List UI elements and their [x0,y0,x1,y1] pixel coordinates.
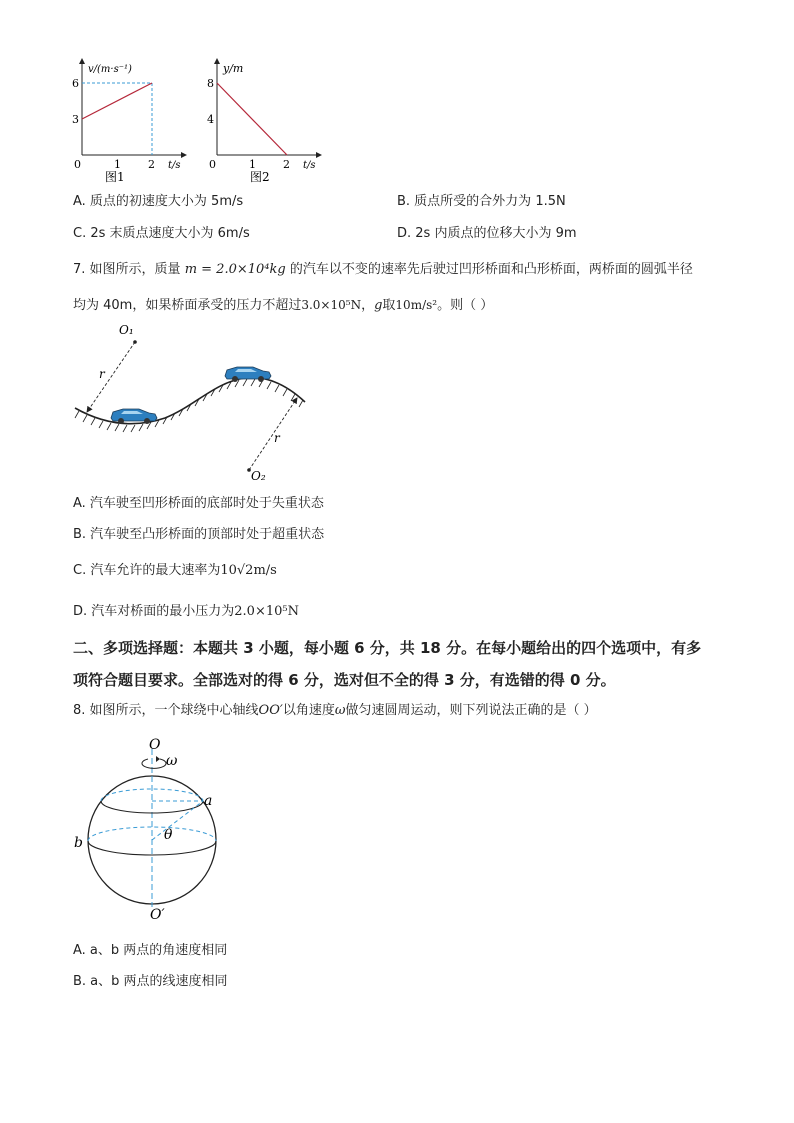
q7-mass-math: m = 2.0×10⁴kg [184,262,286,277]
x-tick-2: 2 [148,158,155,171]
figure-2-yt-graph [195,55,325,185]
b-label: b [74,835,83,851]
q8-sphere-figure [70,735,230,925]
x-axis-label: t/s [303,160,316,171]
displacement-line [217,83,287,155]
q7-option-a[interactable]: A. 汽车驶至凹形桥面的底部时处于失重状态 [73,496,324,511]
radius-line-2 [249,398,297,470]
velocity-line [82,83,152,119]
bridge-road [75,378,305,424]
q7-bridge-figure [65,320,315,485]
q7-option-c[interactable] [73,562,277,580]
a-label: a [204,793,213,809]
r2-label: r [274,431,280,445]
x-tick-0: 0 [74,158,81,171]
rotation-arrow [142,759,166,768]
q7-option-d-math: 2.0×10⁵N [234,604,299,619]
q8-text-a: 8. 如图所示，一个球绕中心轴线 [73,703,259,718]
radius-line-1 [87,342,135,412]
figure-caption: 图1 [105,170,125,184]
y-axis-label: y/m [223,62,244,75]
q7-text-1a: 7. 如图所示，质量 [73,262,181,277]
q7-stem-line2 [73,296,493,315]
q7-g-symbol: g [374,298,383,313]
q7-text-2a: 均为 40m，如果桥面承受的压力不超过 [73,298,302,313]
q7-text-2b: ， [361,298,375,313]
x-tick-2: 2 [283,158,290,171]
o-prime-label: O′ [150,907,165,923]
omega-label: ω [166,753,178,769]
q8-option-a[interactable]: A. a、b 两点的角速度相同 [73,943,228,958]
q7-option-d-text: D. 汽车对桥面的最小压力为 [73,604,235,619]
q8-text-b: 以角速度 [282,703,335,718]
q7-option-d[interactable] [73,603,299,621]
q8-stem [73,702,597,720]
o2-label: O₂ [251,469,266,483]
figure-caption: 图2 [250,170,270,184]
y-tick-4: 4 [207,113,214,126]
q6-option-d[interactable]: D. 2s 内质点的位移大小为 9m [397,226,577,241]
r1-label: r [99,367,105,381]
q6-option-b[interactable]: B. 质点所受的合外力为 1.5N [397,194,566,209]
x-tick-1: 1 [114,158,121,171]
section-heading-line1: 二、多项选择题：本题共 3 小题，每小题 6 分，共 18 分。在每小题给出的四个选项中，有多 [73,639,702,657]
q7-force-math: 3.0×10⁵N [301,298,362,312]
y-tick-6: 6 [72,77,79,90]
q7-text-2c: 取 [382,298,396,313]
figure-1-vt-graph [60,55,190,185]
section-heading-line2: 项符合题目要求。全部选对的得 6 分，选对但不全的得 3 分，有选错的得 0 分。 [73,671,616,689]
q8-omega-symbol: ω [334,703,346,718]
x-axis-label: t/s [168,160,181,171]
x-tick-0: 0 [209,158,216,171]
y-tick-3: 3 [72,113,79,126]
q7-g-value: 10m/s² [395,298,438,312]
q7-option-c-math: 10√2m/s [220,563,277,578]
q7-option-b[interactable]: B. 汽车驶至凸形桥面的顶部时处于超重状态 [73,527,325,542]
o1-label: O₁ [119,323,134,337]
y-axis-label: v/(m·s⁻¹) [88,64,132,75]
q6-option-a[interactable]: A. 质点的初速度大小为 5m/s [73,194,244,209]
theta-label: θ [164,827,173,843]
x-tick-1: 1 [249,158,256,171]
q8-option-b[interactable]: B. a、b 两点的线速度相同 [73,974,228,989]
q7-stem-line1 [73,261,693,279]
q6-option-c[interactable]: C. 2s 末质点速度大小为 6m/s [73,226,250,241]
car-icon [225,367,271,382]
o-label: O [149,737,161,753]
q8-axis-symbol: OO′ [258,703,283,718]
q8-text-c: 做匀速圆周运动，则下列说法正确的是（ ） [345,703,597,718]
q7-text-2d: 。则（ ） [437,298,494,313]
q7-option-c-text: C. 汽车允许的最大速率为 [73,563,221,578]
y-tick-8: 8 [207,77,214,90]
q7-text-1b: 的汽车以不变的速率先后驶过凹形桥面和凸形桥面，两桥面的圆弧半径 [289,262,693,277]
